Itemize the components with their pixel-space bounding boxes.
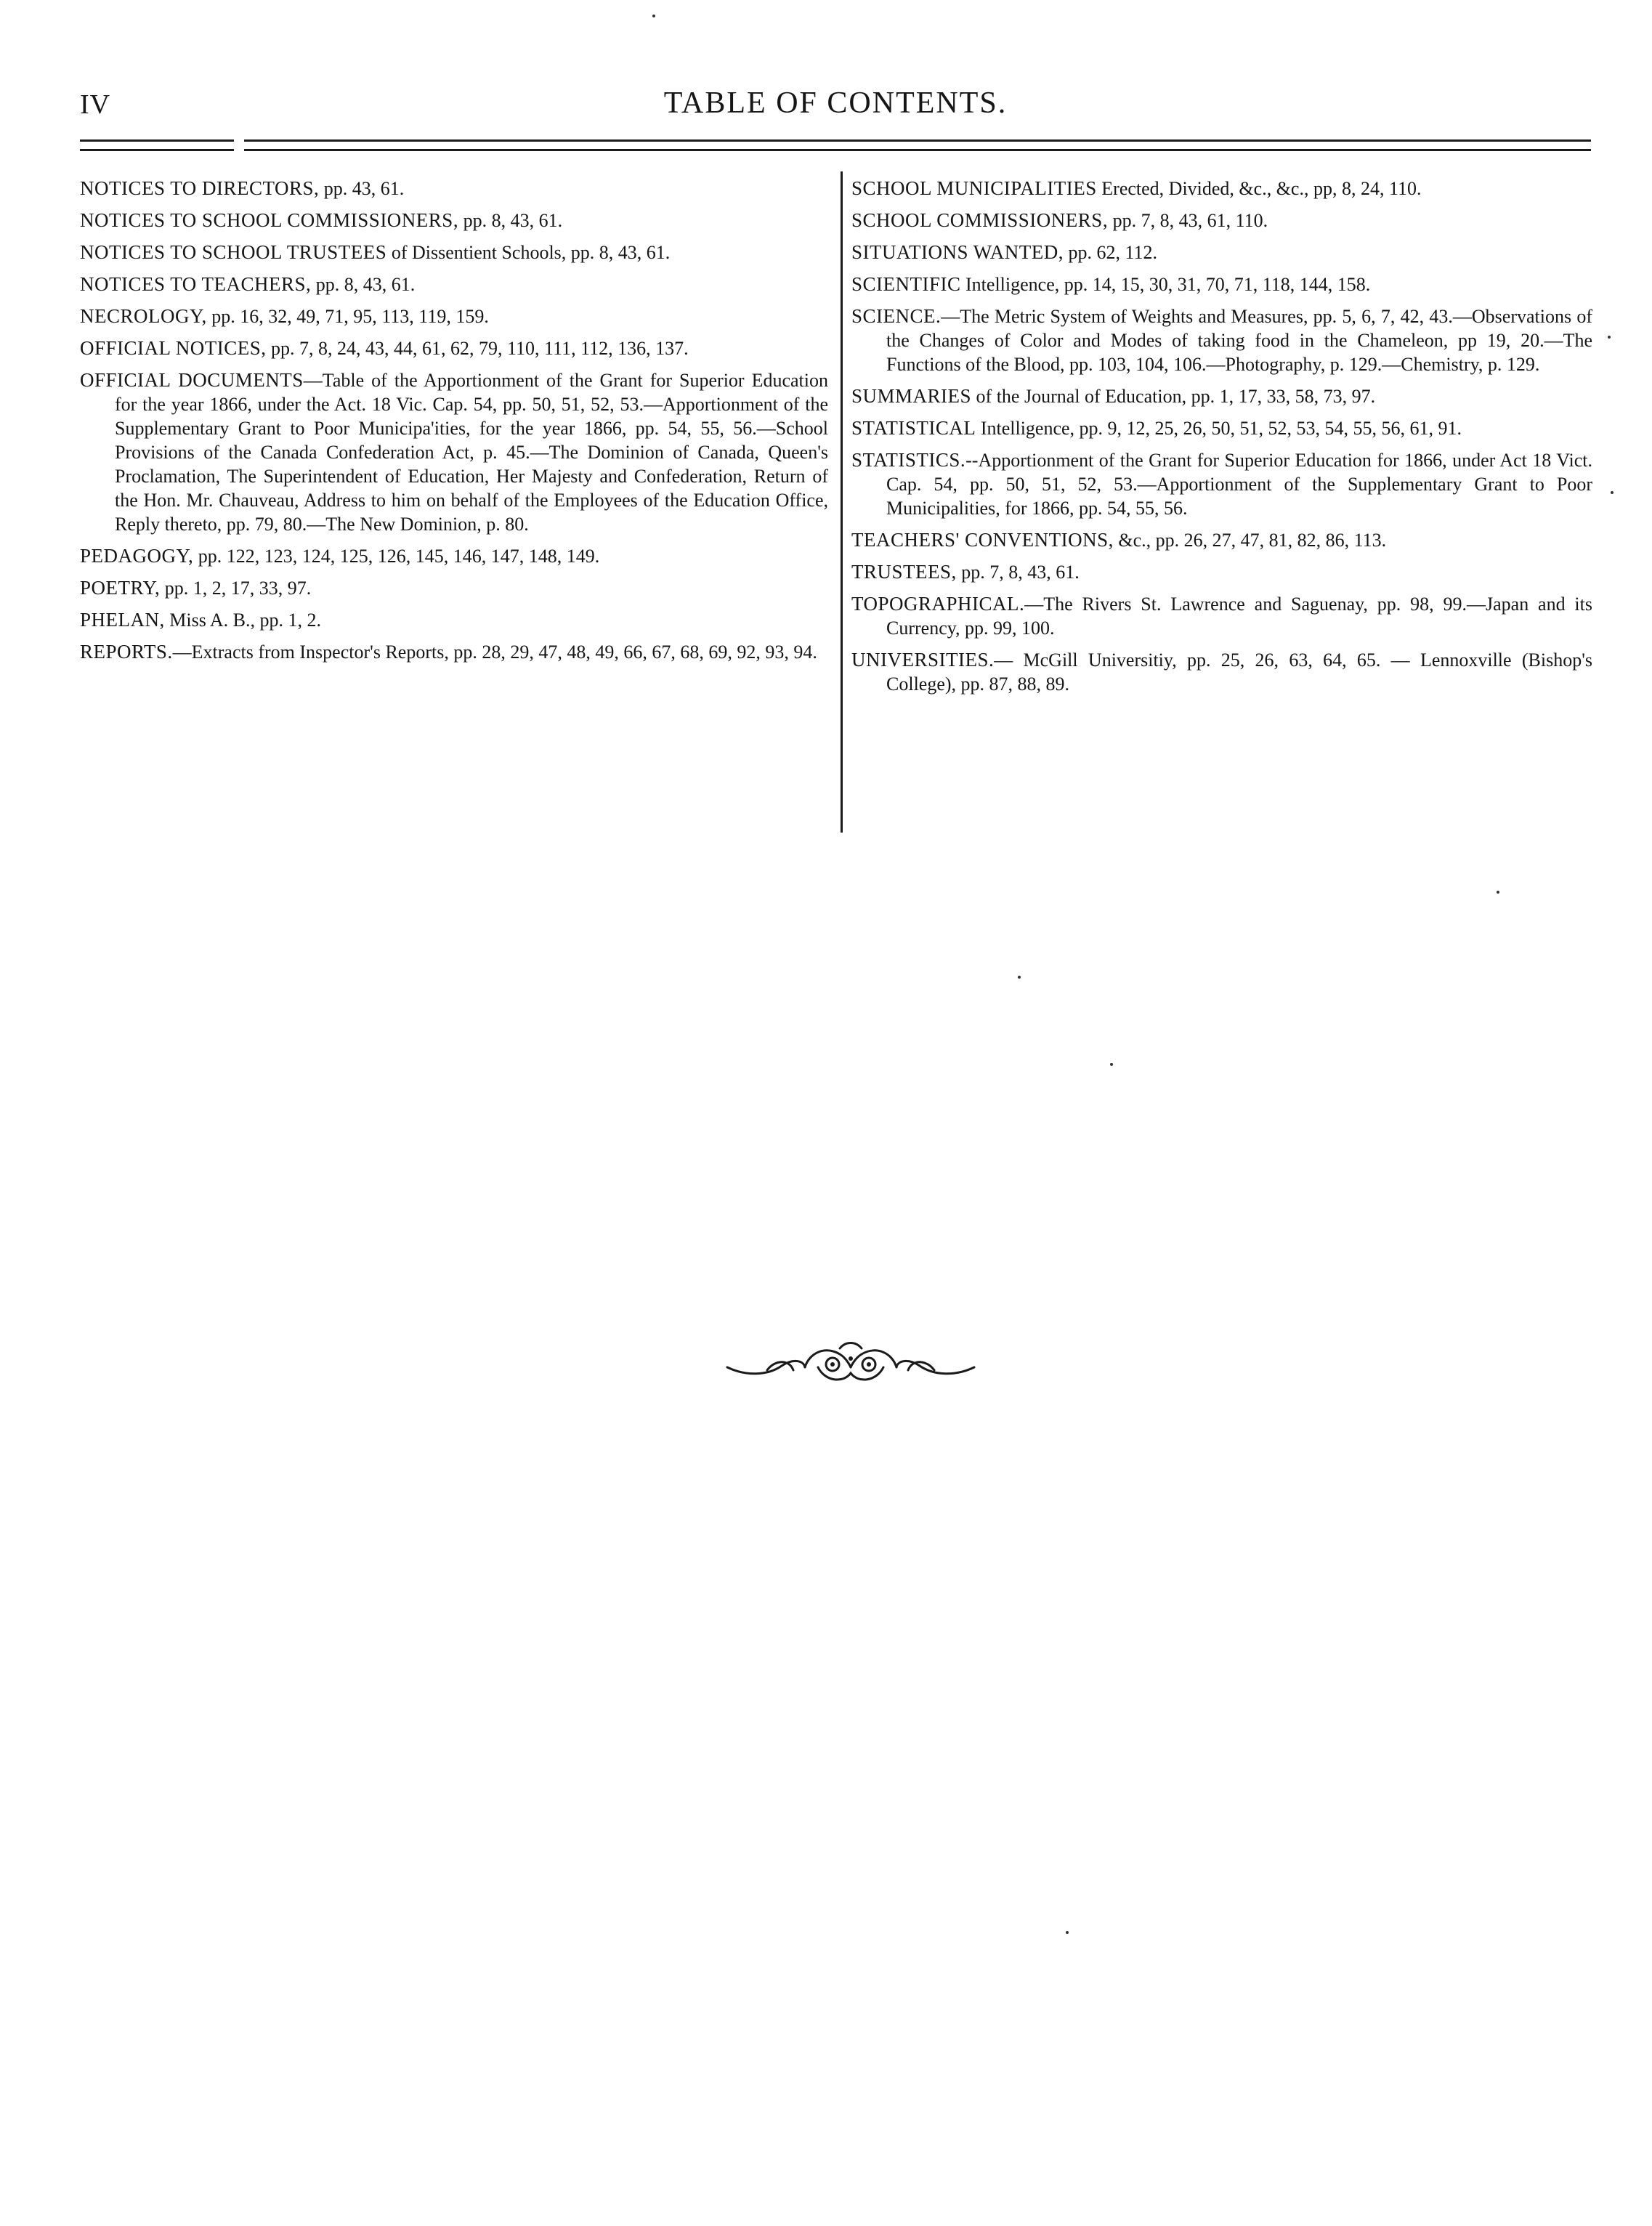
- print-speck: [1110, 1063, 1113, 1066]
- entry-references: &c., pp. 26, 27, 47, 81, 82, 86, 113.: [1113, 530, 1387, 551]
- contents-entry: [851, 560, 1592, 584]
- contents-entry: [80, 544, 828, 568]
- print-speck: [652, 15, 655, 17]
- entry-heading: NOTICES TO DIRECTORS,: [80, 177, 320, 199]
- entry-heading: SITUATIONS WANTED,: [851, 241, 1064, 263]
- entry-references: pp. 1, 2, 17, 33, 97.: [160, 578, 312, 599]
- contents-entry: [80, 177, 828, 201]
- header-rule-right: [244, 139, 1591, 151]
- contents-entry: [851, 209, 1592, 232]
- entry-references: pp. 43, 61.: [319, 178, 405, 199]
- entry-heading: SCIENTIFIC: [851, 273, 961, 295]
- entry-references: pp. 8, 43, 61.: [458, 210, 563, 231]
- entry-heading: REPORTS.: [80, 641, 173, 663]
- contents-entry: [80, 640, 828, 664]
- entry-heading: NOTICES TO TEACHERS,: [80, 273, 312, 295]
- entry-heading: PEDAGOGY,: [80, 545, 194, 567]
- floral-tailpiece-ornament-icon: [724, 1338, 978, 1389]
- entry-heading: OFFICIAL NOTICES,: [80, 337, 267, 359]
- page-header: [80, 81, 1591, 132]
- entry-references: pp. 62, 112.: [1064, 242, 1158, 263]
- entry-heading: SCHOOL MUNICIPALITIES: [851, 177, 1097, 199]
- entry-heading: PHELAN,: [80, 609, 165, 631]
- print-speck: [1018, 976, 1021, 979]
- print-speck: [1608, 336, 1611, 339]
- entry-references: pp. 16, 32, 49, 71, 95, 113, 119, 159.: [206, 306, 489, 327]
- contents-entry: [851, 528, 1592, 552]
- entry-references: — McGill Universitiy, pp. 25, 26, 63, 64, 65. — Lennoxville (Bishop's College), pp. 87, 88, 89.: [886, 649, 1592, 695]
- contents-entry: [851, 592, 1592, 640]
- contents-entry: [851, 448, 1592, 520]
- contents-entry: [851, 416, 1592, 440]
- entry-references: pp. 7, 8, 43, 61.: [956, 562, 1080, 583]
- contents-entry: [80, 304, 828, 328]
- contents-column-right: [851, 177, 1592, 704]
- entry-references: pp. 7, 8, 43, 61, 110.: [1108, 210, 1268, 231]
- contents-entry: [851, 240, 1592, 264]
- entry-heading: TEACHERS' CONVENTIONS,: [851, 529, 1114, 551]
- entry-heading: OFFICIAL DOCUMENTS: [80, 369, 304, 391]
- entry-heading: SCHOOL COMMISSIONERS,: [851, 209, 1109, 231]
- print-speck: [1611, 491, 1613, 494]
- page-title: TABLE OF CONTENTS.: [663, 86, 1008, 120]
- entry-heading: POETRY,: [80, 577, 161, 599]
- entry-heading: NOTICES TO SCHOOL COMMISSIONERS,: [80, 209, 459, 231]
- entry-references: of the Journal of Education, pp. 1, 17, 33, 58, 73, 97.: [971, 386, 1376, 407]
- entry-heading: TOPOGRAPHICAL.: [851, 593, 1025, 615]
- contents-entry: [80, 576, 828, 600]
- contents-entry: [80, 608, 828, 632]
- entry-heading: STATISTICAL: [851, 417, 976, 439]
- entry-references: Miss A. B., pp. 1, 2.: [164, 610, 322, 631]
- entry-references: —The Metric System of Weights and Measures, pp. 5, 6, 7, 42, 43.—Observations of the Changes of Color and Modes of taking food in the Chameleon, pp 19, 20.—The Functions of the Blood, pp. 103, 104, 106.—Photography, p. 129.—Chemistry, p. 129.: [886, 306, 1592, 375]
- contents-entry: [851, 304, 1592, 376]
- entry-heading: NOTICES TO SCHOOL TRUSTEES: [80, 241, 387, 263]
- contents-entry: [851, 384, 1592, 408]
- contents-entry: [851, 177, 1592, 201]
- contents-entry: [80, 336, 828, 360]
- column-divider: [841, 171, 843, 833]
- contents-entry: [80, 272, 828, 296]
- entry-heading: STATISTICS.: [851, 449, 966, 471]
- entry-references: —Table of the Apportionment of the Grant for Superior Education for the year 1866, under the Act. 18 Vic. Cap. 54, pp. 50, 51, 52, 53.—Apportionment of the Supplementary Grant to Poor Municipa'ities, for the year 1866, pp. 54, 55, 56.—School Provisions of the Canada Confederation Act, p. 45.—The Dominion of Canada, Queen's Proclamation, The Superintendent of Education, Her Majesty and Confederation, Return of the Hon. Mr. Chauveau, Address to him on behalf of the Employees of the Education Office, Reply thereto, pp. 79, 80.—The New Dominion, p. 80.: [115, 370, 828, 535]
- header-rule-left: [80, 139, 234, 151]
- contents-entry: [851, 272, 1592, 296]
- entry-references: --Apportionment of the Grant for Superior Education for 1866, under Act 18 Vict. Cap. 54, pp. 50, 51, 52, 53.—Apportionment of the Supplementary Grant to Poor Municipalities, for 1866, pp. 54, 55, 56.: [886, 450, 1592, 519]
- entry-heading: NECROLOGY,: [80, 305, 207, 327]
- entry-references: —The Rivers St. Lawrence and Saguenay, pp. 98, 99.—Japan and its Currency, pp. 99, 100.: [886, 594, 1592, 639]
- print-speck: [1497, 891, 1499, 894]
- entry-heading: SCIENCE.: [851, 305, 942, 327]
- entry-heading: UNIVERSITIES.: [851, 649, 995, 671]
- contents-entry: [80, 368, 828, 536]
- entry-heading: SUMMARIES: [851, 385, 972, 407]
- entry-references: —Extracts from Inspector's Reports, pp. 28, 29, 47, 48, 49, 66, 67, 68, 69, 92, 93, 94.: [172, 642, 817, 663]
- contents-entry: [80, 209, 828, 232]
- print-speck: [1066, 1931, 1069, 1934]
- entry-references: pp. 8, 43, 61.: [311, 274, 416, 295]
- entry-heading: TRUSTEES,: [851, 561, 957, 583]
- entry-references: of Dissentient Schools, pp. 8, 43, 61.: [386, 242, 671, 263]
- contents-entry: [851, 648, 1592, 696]
- contents-column-left: [80, 177, 828, 672]
- entry-references: Intelligence, pp. 14, 15, 30, 31, 70, 71, 118, 144, 158.: [960, 274, 1371, 295]
- page-number: IV: [80, 89, 111, 120]
- entry-references: Erected, Divided, &c., &c., pp, 8, 24, 110.: [1096, 178, 1422, 199]
- entry-references: pp. 122, 123, 124, 125, 126, 145, 146, 147, 148, 149.: [193, 546, 600, 567]
- entry-references: Intelligence, pp. 9, 12, 25, 26, 50, 51, 52, 53, 54, 55, 56, 61, 91.: [976, 418, 1462, 439]
- entry-references: pp. 7, 8, 24, 43, 44, 61, 62, 79, 110, 111, 112, 136, 137.: [266, 338, 689, 359]
- contents-entry: [80, 240, 828, 264]
